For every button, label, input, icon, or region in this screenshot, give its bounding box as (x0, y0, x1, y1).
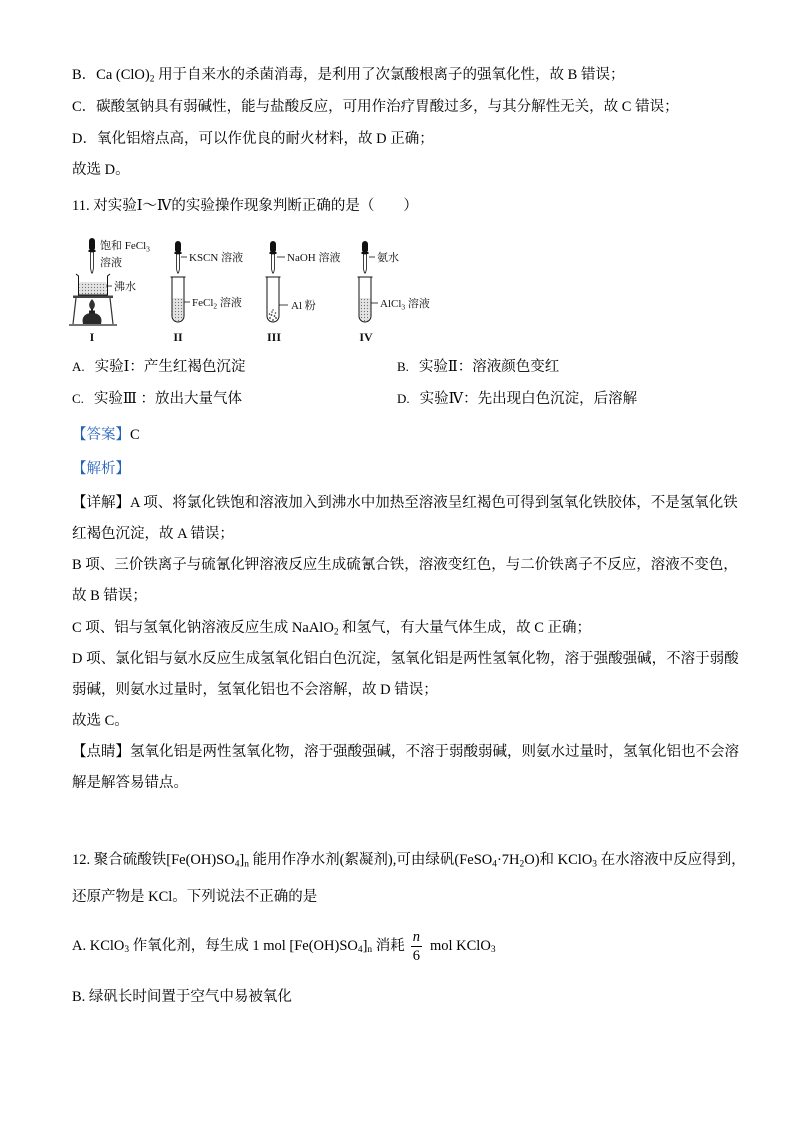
exp3-numeral: III (266, 330, 282, 344)
answer-value: C (130, 427, 140, 443)
q11-choice-c (72, 389, 242, 409)
q12-stem-line-2: 还原产物是 KCl。下列说法不正确的是 (72, 889, 318, 905)
q10-option-b-text-1: B．Ca (ClO) (72, 67, 150, 83)
exp1-reagent-subscript: 3 (146, 244, 150, 254)
stand-and-lamp (69, 296, 117, 326)
detail-conclusion: 故选 C。 (72, 713, 129, 729)
choice-c-letter: C. (72, 391, 84, 406)
dropper-1 (89, 238, 96, 273)
exp4-tube-suffix: 溶液 (405, 298, 430, 310)
detail-line-6: D 项、氯化铝与氨水反应生成氢氧化铝白色沉淀，氢氧化铝是两性氢氧化物，溶于强酸强碱，不溶于弱酸 (72, 651, 739, 667)
choice-b-text: 实验Ⅱ：溶液颜色变红 (418, 359, 560, 375)
q12-a-s3: n (367, 945, 373, 956)
q11-choice-b (397, 357, 559, 377)
exp2-tube-suffix: 溶液 (217, 297, 242, 309)
q10-option-b-subscript: 2 (149, 74, 155, 85)
choice-d-letter: D. (397, 391, 410, 406)
key-point-line-1-text: 氢氧化铝是两性氢氧化物，溶于强酸强碱，不溶于弱酸弱碱，则氨水过量时，氢氧化铝也不会溶 (130, 744, 739, 760)
exp4-reagent-label: 氨水 (377, 252, 399, 264)
analysis-tag: 【解析】 (72, 461, 130, 477)
q12-a-p3: ] (362, 937, 368, 954)
test-tube-2 (171, 277, 186, 322)
detail-line-4: 故 B 错误； (72, 588, 147, 604)
exp1-reagent-label-line2: 溶液 (100, 257, 122, 269)
q10-option-d-explanation: D．氧化铝熔点高，可以作优良的耐火材料，故 D 正确； (72, 131, 434, 147)
exp1-reagent-text: 饱和 FeCl (100, 240, 147, 252)
q10-conclusion: 故选 D。 (72, 162, 130, 178)
q10-option-b-explanation (72, 65, 624, 85)
fraction-n-over-6 (411, 930, 422, 963)
q12-stem-p5: O)和 KClO (524, 852, 593, 868)
q10-option-c-explanation: C．碳酸氢钠具有弱碱性，能与盐酸反应，可用作治疗胃酸过多，与其分解性无关，故 C 错误； (72, 99, 679, 115)
key-point-line-2: 解是解答易错点。 (72, 775, 188, 791)
q12-stem-p3: 能用作净水剂(絮凝剂),可由绿矾(FeSO (248, 852, 493, 868)
exp4-tube-formula: AlCl (380, 298, 402, 310)
answer-tag: 【答案】 (72, 427, 130, 443)
q12-a-s2: 4 (357, 945, 363, 956)
q12-stem-s4: 2 (519, 859, 525, 870)
dropper-2 (175, 241, 182, 273)
exp4-numeral: IV (359, 330, 373, 344)
exp4-tube-label (380, 296, 430, 312)
q12-stem-p2: ] (239, 852, 245, 868)
choice-a-letter: A. (72, 359, 85, 374)
q12-a-s4: 3 (490, 945, 496, 956)
exp3-tube-label: Al 粉 (291, 300, 316, 312)
detail-line-1 (72, 493, 738, 513)
q12-a-p4: 消耗 (372, 937, 405, 954)
exp1-numeral: I (89, 330, 95, 344)
key-point-line-1 (72, 742, 739, 762)
q11-choice-d (397, 389, 637, 409)
detail-line-7: 弱碱，则氨水过量时，氢氧化铝也不会溶解，故 D 错误； (72, 682, 438, 698)
key-point-tag: 【点睛】 (72, 744, 130, 760)
exp2-numeral: II (173, 330, 183, 344)
experiment-2 (171, 241, 244, 344)
detail-line-5-subscript: 2 (333, 627, 339, 638)
exp1-vessel-label: 沸水 (114, 281, 136, 293)
exp2-tube-subscript: 2 (213, 301, 218, 311)
exp2-reagent-label: KSCN 溶液 (189, 252, 244, 264)
detail-tag: 【详解】 (72, 495, 130, 511)
beaker (76, 274, 110, 295)
q12-stem-s1: 4 (234, 859, 240, 870)
exp2-tube-formula: FeCl (192, 297, 214, 309)
exp3-reagent-label: NaOH 溶液 (287, 252, 341, 264)
exp4-tube-subscript: 3 (401, 302, 406, 312)
choice-b-letter: B. (397, 359, 409, 374)
q12-stem-p4: ·7H (496, 852, 520, 868)
test-tube-3 (266, 277, 281, 322)
detail-line-5-text-2: 和氢气，有大量气体生成，故 C 正确； (338, 620, 592, 636)
q12-a-p5: mol KClO (429, 937, 491, 954)
detail-line-3: B 项、三价铁离子与硫氰化钾溶液反应生成硫氰合铁，溶液变红色，与二价铁离子不反应，溶液不变色， (72, 557, 738, 573)
test-tube-4 (358, 277, 373, 322)
q12-stem-line-1 (72, 850, 746, 870)
q12-a-p2: 作氧化剂，每生成 1 mol [Fe(OH)SO (129, 937, 358, 954)
detail-line-1-text: A 项、将氯化铁饱和溶液加入到沸水中加热至溶液呈红褐色可得到氢氧化铁胶体，不是氢氧化铁 (130, 495, 738, 511)
exp1-reagent-label (100, 238, 150, 254)
detail-line-2: 红褐色沉淀，故 A 错误； (72, 526, 234, 542)
fraction-numerator: n (412, 929, 420, 945)
experiment-1 (69, 238, 150, 344)
detail-line-5-text-1: C 项、铝与氢氧化钠溶液反应生成 NaAlO (72, 620, 334, 636)
q12-stem-p1: 12. 聚合硫酸铁[Fe(OH)SO (72, 852, 235, 868)
choice-d-text: 实验Ⅳ：先出现白色沉淀，后溶解 (419, 391, 638, 407)
q11-choice-a (72, 357, 245, 377)
choice-c-text: 实验Ⅲ ：放出大量气体 (93, 391, 243, 407)
fraction-denominator: 6 (412, 947, 420, 964)
dropper-3 (270, 241, 277, 273)
q12-stem-s3: 4 (492, 859, 497, 870)
experiment-4 (358, 241, 430, 344)
q11-stem: 11. 对实验Ⅰ～Ⅳ的实验操作现象判断正确的是（ ） (72, 198, 418, 214)
q10-option-b-text-2: 用于自来水的杀菌消毒，是利用了次氯酸根离子的强氧化性，故 B 错误； (154, 67, 625, 83)
q12-stem-s5: 3 (592, 859, 597, 870)
q12-option-b: B. 绿矾长时间置于空气中易被氧化 (72, 989, 292, 1005)
q12-a-p1: A. KClO (72, 937, 125, 954)
exp2-tube-label (192, 295, 242, 311)
choice-a-text: 实验Ⅰ：产生红褐色沉淀 (94, 359, 246, 375)
q12-stem-p6: 在水溶液中反应得到， (597, 852, 746, 868)
aluminium-powder (269, 309, 277, 321)
q11-experiment-figure (60, 232, 445, 350)
experiment-3 (266, 241, 341, 344)
q12-option-a (72, 930, 496, 963)
detail-line-5 (72, 618, 591, 638)
q11-answer (72, 425, 140, 445)
q12-stem-s2: n (244, 859, 249, 870)
dropper-4 (362, 241, 369, 273)
q12-a-s1: 3 (124, 945, 130, 956)
